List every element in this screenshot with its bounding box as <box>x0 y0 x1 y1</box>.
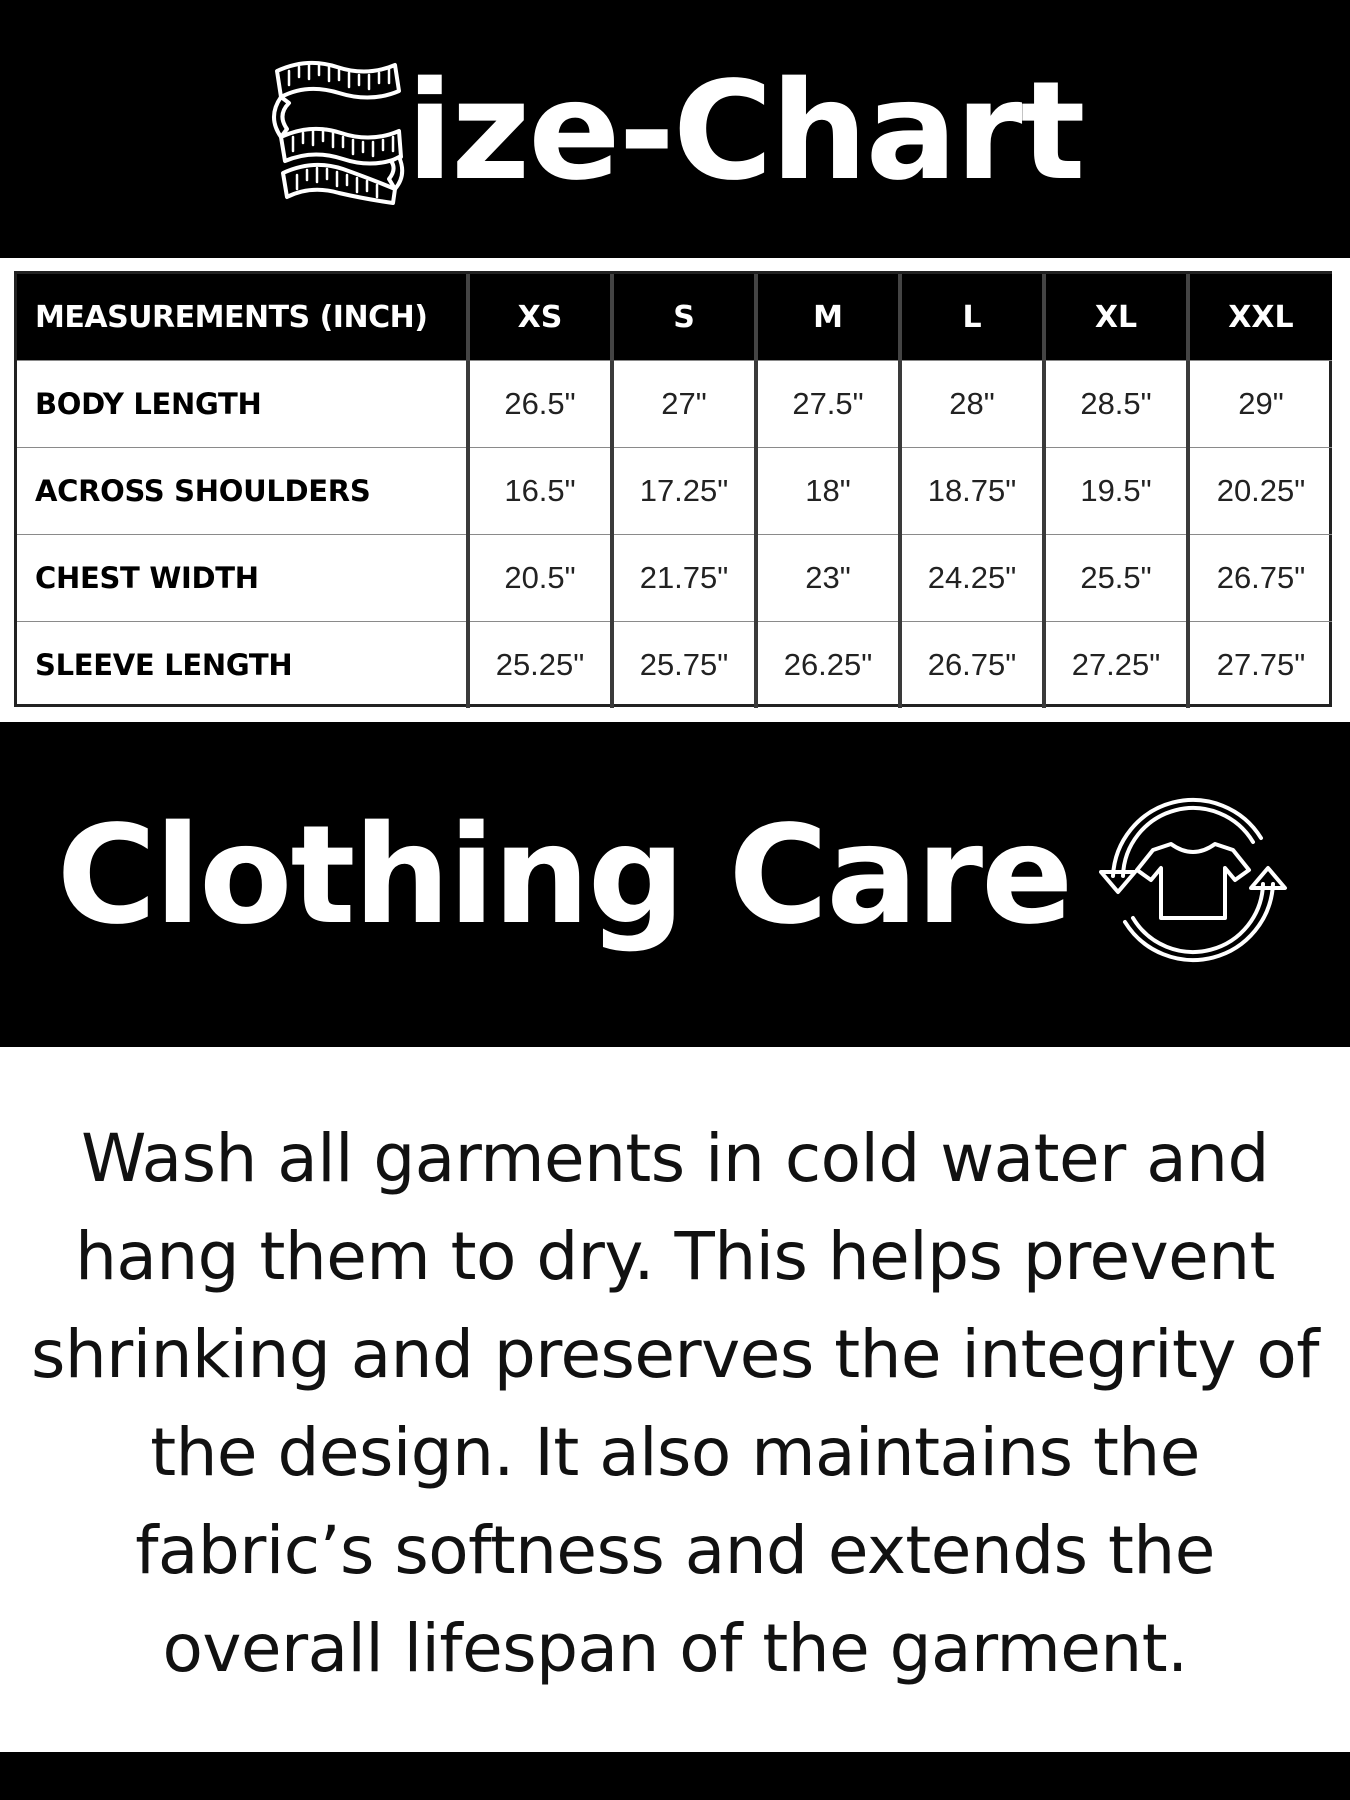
column-header-xxl: XXL <box>1188 274 1332 361</box>
row-label: BODY LENGTH <box>17 361 468 448</box>
table-row <box>17 448 1332 535</box>
table-cell: 27.5" <box>756 361 900 448</box>
column-header-xs: XS <box>468 274 612 361</box>
clothing-care-title: Clothing Care <box>56 796 1072 955</box>
table-cell: 19.5" <box>1044 448 1188 535</box>
column-header-s: S <box>612 274 756 361</box>
clothing-care-paragraph: Wash all garments in cold water and hang them to dry. This helps prevent shrinking and preserves the integrity of the design. It also maintains the fabric’s softness and extends the overall lifespan of the garment. <box>30 1120 1320 1687</box>
table-cell: 20.25" <box>1188 448 1332 535</box>
table-cell: 27.75" <box>1188 622 1332 709</box>
table-cell: 25.25" <box>468 622 612 709</box>
column-header-m: M <box>756 274 900 361</box>
table-cell: 27" <box>612 361 756 448</box>
column-header-xl: XL <box>1044 274 1188 361</box>
column-header-l: L <box>900 274 1044 361</box>
table-cell: 25.75" <box>612 622 756 709</box>
table-cell: 18" <box>756 448 900 535</box>
measuring-tape-s-icon <box>267 57 405 207</box>
table-cell: 28" <box>900 361 1044 448</box>
clothing-care-heading <box>0 722 1350 1047</box>
table-row <box>17 622 1332 709</box>
table-cell: 28.5" <box>1044 361 1188 448</box>
table-cell: 26.75" <box>1188 535 1332 622</box>
table-cell: 26.75" <box>900 622 1044 709</box>
table-cell: 18.75" <box>900 448 1044 535</box>
table-cell: 29" <box>1188 361 1332 448</box>
size-chart-heading <box>0 0 1350 258</box>
table-cell: 17.25" <box>612 448 756 535</box>
size-table-container <box>14 271 1332 707</box>
table-row <box>17 361 1332 448</box>
table-header-row <box>17 274 1332 361</box>
footer-band <box>0 1752 1350 1800</box>
table-cell: 16.5" <box>468 448 612 535</box>
table-cell: 21.75" <box>612 535 756 622</box>
size-table <box>17 274 1332 708</box>
table-cell: 20.5" <box>468 535 612 622</box>
row-label: CHEST WIDTH <box>17 535 468 622</box>
table-cell: 27.25" <box>1044 622 1188 709</box>
table-cell: 26.5" <box>468 361 612 448</box>
table-cell: 23" <box>756 535 900 622</box>
table-cell: 26.25" <box>756 622 900 709</box>
table-cell: 25.5" <box>1044 535 1188 622</box>
tshirt-cycle-arrows-icon <box>1093 780 1293 980</box>
row-label: ACROSS SHOULDERS <box>17 448 468 535</box>
table-cell: 24.25" <box>900 535 1044 622</box>
row-label: SLEEVE LENGTH <box>17 622 468 709</box>
size-chart-title: ize-Chart <box>406 53 1084 211</box>
table-row <box>17 535 1332 622</box>
column-header-measurements: MEASUREMENTS (INCH) <box>17 274 468 361</box>
